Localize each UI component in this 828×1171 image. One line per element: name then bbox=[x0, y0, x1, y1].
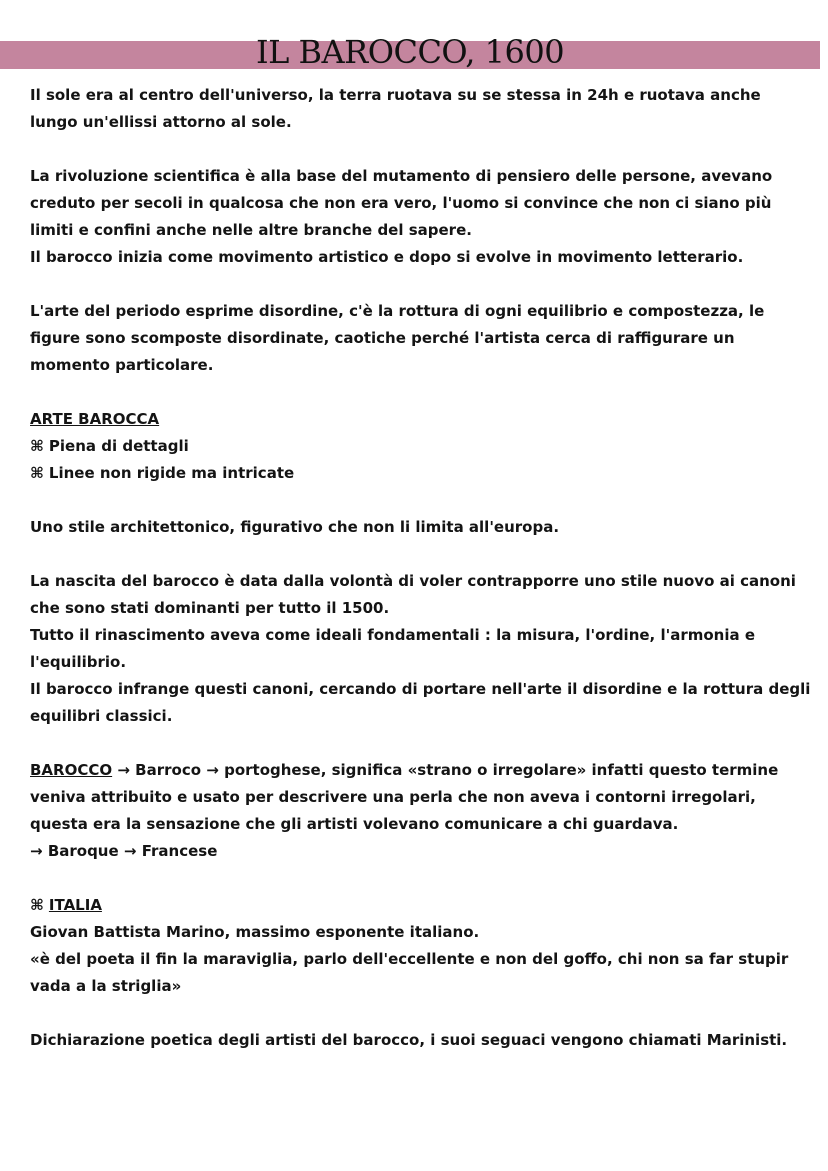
paragraph-renaissance: Tutto il rinascimento aveva come ideali fondamentali : la misura, l'ordine, l'armonia e l'equilibrio. bbox=[30, 626, 756, 671]
clover-bullet-icon: ⌘ bbox=[30, 464, 44, 482]
arrow-icon: → bbox=[30, 842, 43, 860]
arrow-icon: → bbox=[123, 842, 137, 860]
heading-italia: ITALIA bbox=[48, 896, 102, 914]
notes-body bbox=[30, 82, 812, 1054]
paragraph-style: Uno stile architettonico, figurativo che non li limita all'europa. bbox=[30, 518, 560, 536]
heading-arte-barocca: ARTE BAROCCA bbox=[30, 410, 160, 428]
paragraph-marinisti: Dichiarazione poetica degli artisti del barocco, i suoi seguaci vengono chiamati Marinisti. bbox=[30, 1031, 788, 1049]
paragraph-movement: Il barocco inizia come movimento artistico e dopo si evolve in movimento letterario. bbox=[30, 248, 744, 266]
paragraph-universe: Il sole era al centro dell'universo, la terra ruotava su se stessa in 24h e ruotava anche lungo un'ellissi attorno al sole. bbox=[30, 86, 761, 131]
paragraph-art-period: L'arte del periodo esprime disordine, c'è la rottura di ogni equilibrio e compostezza, le figure sono scomposte disordinate, caotiche perché l'artista cerca di raffigurare un momento particolare. bbox=[30, 302, 765, 374]
page-title: IL BAROCCO, 1600 bbox=[255, 33, 565, 71]
bullet-item bbox=[30, 460, 812, 487]
paragraph-breaks-canons: Il barocco infrange questi canoni, cercando di portare nell'arte il disordine e la rottura degli equilibri classici. bbox=[30, 680, 811, 725]
term-baroque: Baroque bbox=[47, 842, 119, 860]
term-barroco: Barroco bbox=[135, 761, 202, 779]
clover-bullet-icon: ⌘ bbox=[30, 437, 44, 455]
bullet-text: Piena di dettagli bbox=[48, 437, 189, 455]
paragraph-etymology bbox=[30, 757, 812, 838]
paragraph-quote: «è del poeta il fin la maraviglia, parlo dell'eccellente e non del goffo, chi non sa far stupir vada a la striglia» bbox=[30, 950, 789, 995]
paragraph-marino: Giovan Battista Marino, massimo esponente italiano. bbox=[30, 923, 480, 941]
term-portoghese: portoghese bbox=[224, 761, 321, 779]
term-francese: Francese bbox=[141, 842, 218, 860]
paragraph-french bbox=[30, 838, 812, 865]
paragraph-birth: La nascita del barocco è data dalla volontà di voler contrapporre uno stile nuovo ai canoni che sono stati dominanti per tutto il 1500. bbox=[30, 572, 796, 617]
term-barocco: BAROCCO bbox=[30, 761, 113, 779]
paragraph-scientific-revolution: La rivoluzione scientifica è alla base del mutamento di pensiero delle persone, avevano creduto per secoli in qualcosa che non era vero, l'uomo si convince che non ci siano più limiti e confini anche nelle altre branche del sapere. bbox=[30, 167, 773, 239]
clover-bullet-icon: ⌘ bbox=[30, 896, 44, 914]
bullet-item bbox=[30, 433, 812, 460]
etymology-text: , significa «strano o irregolare» infatti questo termine veniva attribuito e usato per descrivere una perla che non aveva i contorni irregolari, questa era la sensazione che gli artisti volevano comunicare a chi guardava. bbox=[30, 761, 779, 833]
arrow-icon: → bbox=[206, 761, 219, 779]
heading-italia-row bbox=[30, 892, 812, 919]
arrow-icon: → bbox=[117, 761, 130, 779]
bullet-text: Linee non rigide ma intricate bbox=[48, 464, 295, 482]
